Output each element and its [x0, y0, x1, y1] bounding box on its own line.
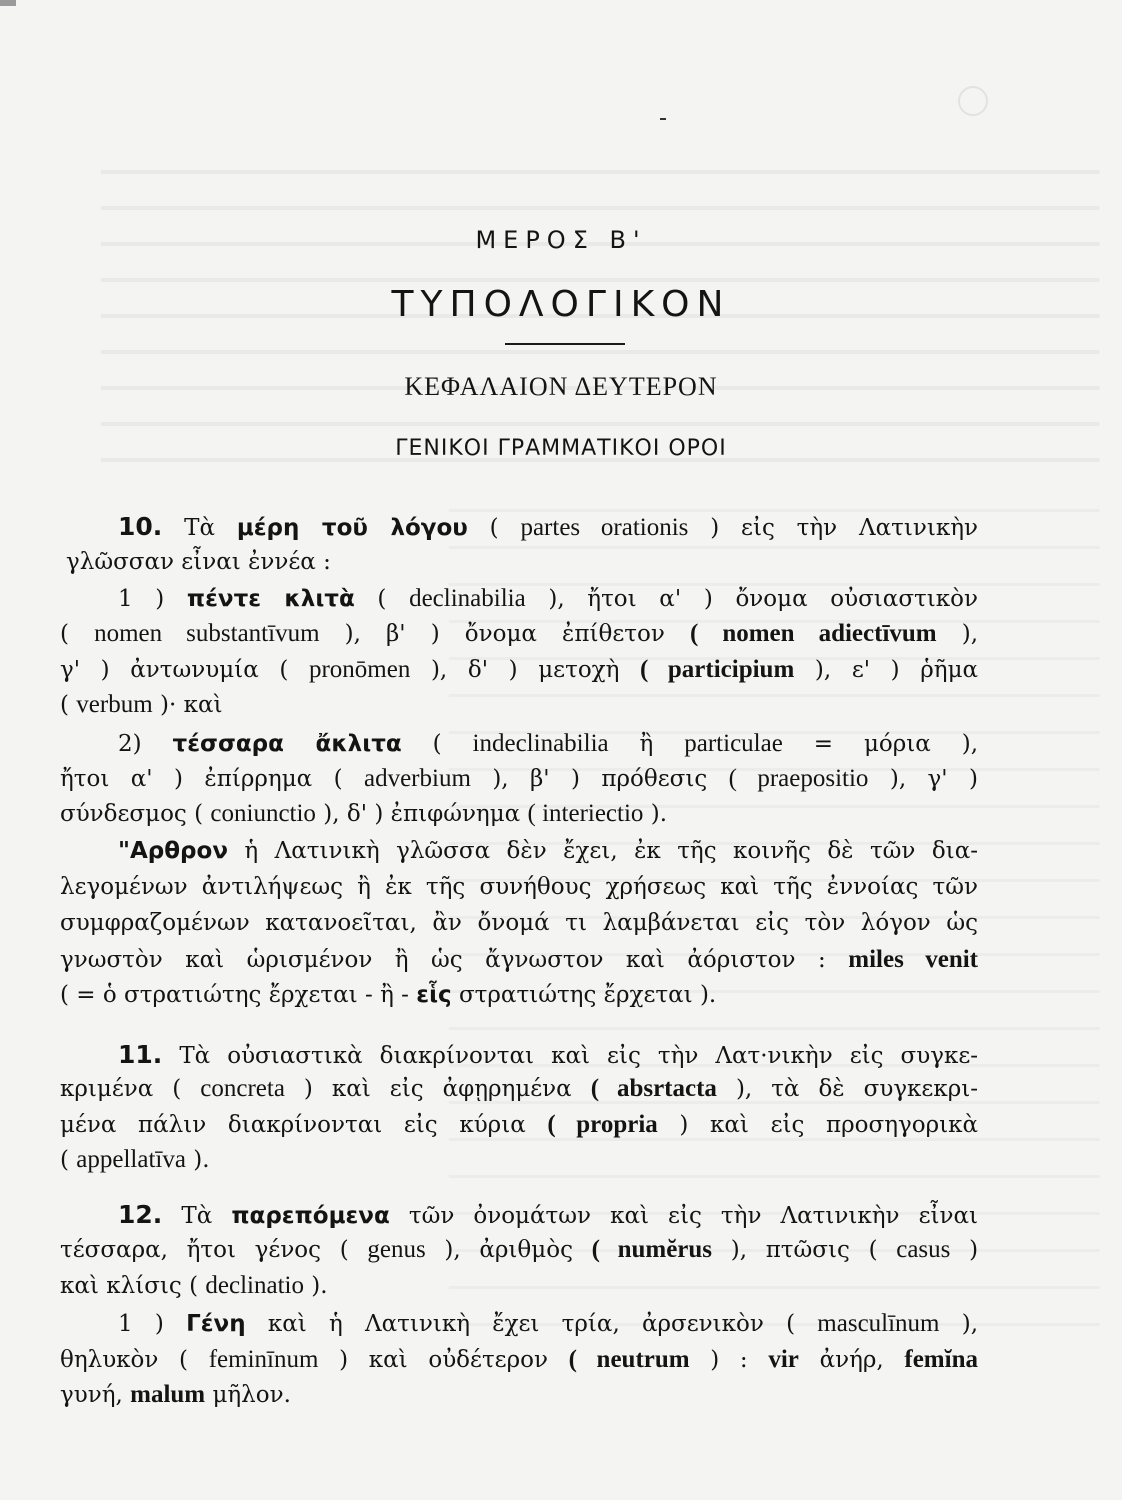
p11-line-1: 11. Τὰ οὐσιαστικὰ διακρίνονται καὶ εἰς τὴν Λατ·νικὴν εἰς συγκε-: [118, 1040, 979, 1069]
latin-term: ( numĕrus: [591, 1236, 713, 1263]
p10-line-14: ( = ὁ στρατιώτης ἔρχεται - ἢ - εἷς στρατιώτης ἔρχεται ).: [60, 982, 717, 1008]
p10-line-5: γ' ) ἀντωνυμία ( pronōmen ), δ' ) μετοχὴ ( participium ), ε' ) ῥῆμα: [60, 656, 979, 683]
emphasis: παρεπόμενα: [231, 1203, 390, 1229]
corner-mark: [0, 0, 16, 6]
paragraph-number: 10.: [118, 512, 163, 541]
p10-line-7: 2) τέσσαρα ἄκλιτα ( indeclinabilia ἢ particulae = μόρια ),: [118, 730, 979, 757]
p10-line-11: λεγομένων ἀντιλήψεως ἢ ἐκ τῆς συνήθους χρήσεως καὶ τῆς ἐννοίας τῶν: [60, 874, 978, 900]
p10-line-12: συμφραζομένων κατανοεῖται, ἂν ὄνομά τι λαμβάνεται εἰς τὸν λόγον ὡς: [60, 910, 978, 936]
latin-term: malum: [130, 1381, 206, 1408]
latin-term: appellatīva: [76, 1146, 186, 1173]
latin-term: particulae: [684, 730, 783, 757]
latin-term: ( praepositio: [728, 765, 869, 792]
latin-term: indeclinabilia: [472, 730, 609, 757]
p10-line-10: "Αρθρον ἡ Λατινικὴ γλῶσσα δὲν ἔχει, ἐκ τῆς κοινῆς δὲ τῶν δια-: [118, 838, 978, 864]
p10-line-3: 1 ) πέντε κλιτὰ ( declinabilia ), ἤτοι α' ) ὄνομα οὐσιαστικὸν: [118, 585, 978, 612]
latin-term: coniunctio: [210, 800, 316, 827]
p12-line-6: γυνή, malum μῆλον.: [60, 1381, 291, 1408]
emphasis: εἷς: [416, 982, 452, 1008]
part-heading: ΜΕΡΟΣ Β': [475, 226, 647, 254]
latin-term: adverbium: [363, 765, 471, 792]
latin-term: declinatio: [205, 1272, 304, 1299]
p10-line-8: ἤτοι α' ) ἐπίρρημα ( adverbium ), β' ) πρόθεσις ( praepositio ), γ' ): [60, 765, 978, 792]
faint-page-number-mark: [958, 86, 988, 116]
p10-line-9: σύνδεσμος ( coniunctio ), δ' ) ἐπιφώνημα ( interiectio ).: [60, 800, 668, 827]
ink-dot: [660, 118, 666, 120]
p12-line-5: θηλυκὸν ( feminīnum ) καὶ οὐδέτερον ( neutrum ) : vir ἀνήρ, femĭna: [60, 1346, 978, 1373]
emphasis: τέσσαρα ἄκλιτα: [172, 731, 402, 757]
latin-term: feminīnum: [208, 1346, 319, 1373]
latin-term: ( participium: [640, 656, 795, 683]
p11-line-3: μένα πάλιν διακρίνονται εἰς κύρια ( propria ) καὶ εἰς προσηγορικὰ: [60, 1111, 979, 1138]
page-title: ΤΥΠΟΛΟΓΙΚΟΝ: [391, 284, 731, 325]
latin-term: masculīnum: [817, 1310, 940, 1337]
latin-term: miles venit: [848, 946, 978, 973]
latin-term: ( nomen adiectīvum: [689, 620, 937, 647]
paragraph-number: 12.: [118, 1200, 163, 1229]
latin-term: concreta: [200, 1075, 285, 1102]
emphasis: "Αρθρον: [118, 838, 228, 864]
p12-line-3: καὶ κλίσις ( declinatio ).: [60, 1272, 328, 1299]
latin-term: ( absrtacta: [590, 1075, 717, 1102]
latin-term: ( propria: [547, 1111, 658, 1138]
emphasis: πέντε κλιτὰ: [186, 586, 355, 612]
section-heading: ΓΕΝΙΚΟΙ ΓΡΑΜΜΑΤΙΚΟΙ ΟΡΟΙ: [395, 436, 727, 461]
latin-term: ( neutrum: [568, 1346, 690, 1373]
p10-line-4: ( nomen substantīvum ), β' ) ὄνομα ἐπίθετον ( nomen adiectīvum ),: [60, 620, 979, 647]
latin-term: pronōmen: [308, 656, 411, 683]
latin-term: genus: [367, 1236, 426, 1263]
latin-term: femĭna: [904, 1346, 978, 1373]
chapter-heading: ΚΕΦΑΛΑΙΟΝ ΔΕΥΤΕΡΟΝ: [404, 372, 718, 401]
latin-term: ( interiectio: [527, 800, 644, 827]
p10-line-13: γνωστὸν καὶ ὡρισμένον ἢ ὡς ἄγνωστον καὶ ἀόριστον : miles venit: [60, 946, 978, 973]
p12-line-4: 1 ) Γένη καὶ ἡ Λατινικὴ ἔχει τρία, ἀρσενικὸν ( masculīnum ),: [118, 1310, 979, 1337]
emphasis: Γένη: [186, 1311, 246, 1337]
p10-line-2: γλῶσσαν εἶναι ἐννέα :: [66, 549, 331, 575]
emphasis: μέρη τοῦ λόγου: [236, 515, 468, 541]
p12-line-2: τέσσαρα, ἤτοι γένος ( genus ), ἀριθμὸς ( numĕrus ), πτῶσις ( casus ): [60, 1236, 979, 1263]
latin-term: vir: [768, 1346, 799, 1373]
title-rule: [505, 343, 625, 345]
paragraph-number: 11.: [118, 1040, 163, 1069]
latin-term: nomen substantīvum: [94, 620, 320, 647]
p10-line-1: 10. Τὰ μέρη τοῦ λόγου ( partes orationis ) εἰς τὴν Λατινικὴν: [118, 512, 979, 541]
latin-term: declinabilia: [409, 585, 526, 612]
p11-line-2: κριμένα ( concreta ) καὶ εἰς ἀφῃρημένα ( absrtacta ), τὰ δὲ συγκεκρι-: [60, 1075, 979, 1102]
latin-term: verbum: [76, 691, 153, 718]
p12-line-1: 12. Τὰ παρεπόμενα τῶν ὀνομάτων καὶ εἰς τὴν Λατινικὴν εἶναι: [118, 1200, 979, 1229]
p11-line-4: ( appellatīva ).: [60, 1146, 210, 1173]
p10-line-6: ( verbum )· καὶ: [60, 691, 223, 718]
latin-term: partes orationis: [520, 514, 689, 541]
latin-term: casus: [896, 1236, 951, 1263]
